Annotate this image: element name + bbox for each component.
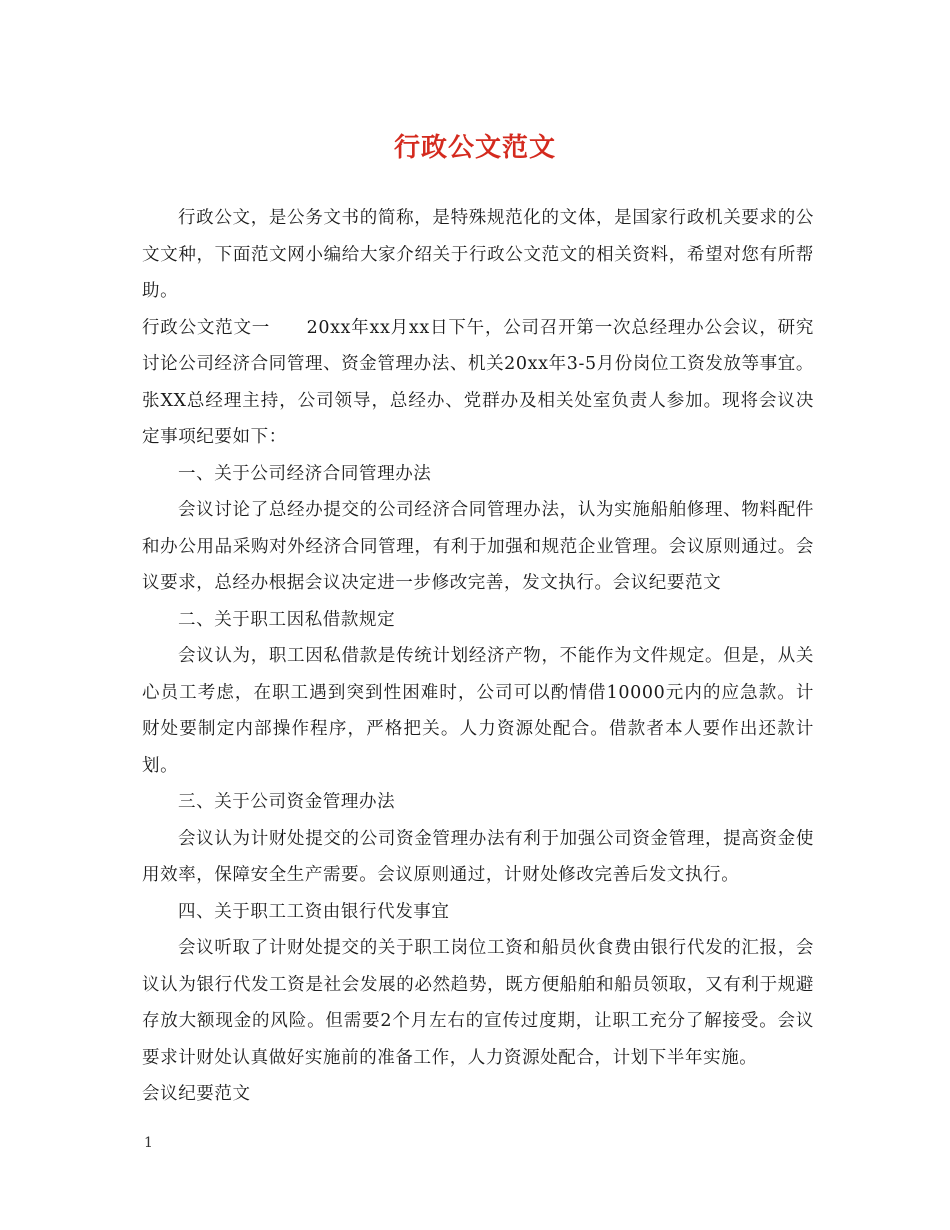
section-body-3: 会议认为计财处提交的公司资金管理办法有利于加强公司资金管理，提高资金使用效率，保障安全生产需要。会议原则通过，计财处修改完善后发文执行。 xyxy=(142,828,814,885)
sample-one-paragraph: 行政公文范文一 20xx年xx月xx日下午，公司召开第一次总经理办公会议，研究讨论公司经济合同管理、资金管理办法、机关20xx年3-5月份岗位工资发放等事宜。张XX总经理主持，公司领导，总经办、党群办及相关处室负责人参加。现将会议决定事项纪要如下： xyxy=(142,317,814,447)
section-heading-3: 三、关于公司资金管理办法 xyxy=(178,792,396,812)
closing-paragraph: 会议纪要范文 xyxy=(142,1084,251,1104)
page-number: 1 xyxy=(144,1135,153,1151)
section-heading-2: 二、关于职工因私借款规定 xyxy=(178,609,396,630)
section-body-2: 会议认为，职工因私借款是传统计划经济产物，不能作为文件规定。但是，从关心员工考虑，在职工遇到突到性困难时，公司可以酌情借10000元内的应急款。计财处要制定内部操作程序，严格把关。人力资源处配合。借款者本人要作出还款计划。 xyxy=(142,646,814,776)
section-body-1: 会议讨论了总经办提交的公司经济合同管理办法，认为实施船舶修理、物料配件和办公用品采购对外经济合同管理，有利于加强和规范企业管理。会议原则通过。会议要求，总经办根据会议决定进一步修改完善，发文执行。会议纪要范文 xyxy=(142,500,814,593)
section-body-4: 会议听取了计财处提交的关于职工岗位工资和船员伙食费由银行代发的汇报，会议认为银行代发工资是社会发展的必然趋势，既方便船舶和船员领取，又有利于规避存放大额现金的风险。但需要2个月左右的宣传过度期，让职工充分了解接受。会议要求计财处认真做好实施前的准备工作，人力资源处配合，计划下半年实施。 xyxy=(142,938,814,1068)
intro-paragraph: 行政公文，是公务文书的简称，是特殊规范化的文体，是国家行政机关要求的公文文种，下面范文网小编给大家介绍关于行政公文范文的相关资料，希望对您有所帮助。 xyxy=(142,208,814,301)
section-heading-1: 一、关于公司经济合同管理办法 xyxy=(178,463,432,484)
document-body xyxy=(142,200,814,1113)
section-heading-4: 四、关于职工工资由银行代发事宜 xyxy=(178,901,450,922)
document-title: 行政公文范文 xyxy=(393,133,556,163)
